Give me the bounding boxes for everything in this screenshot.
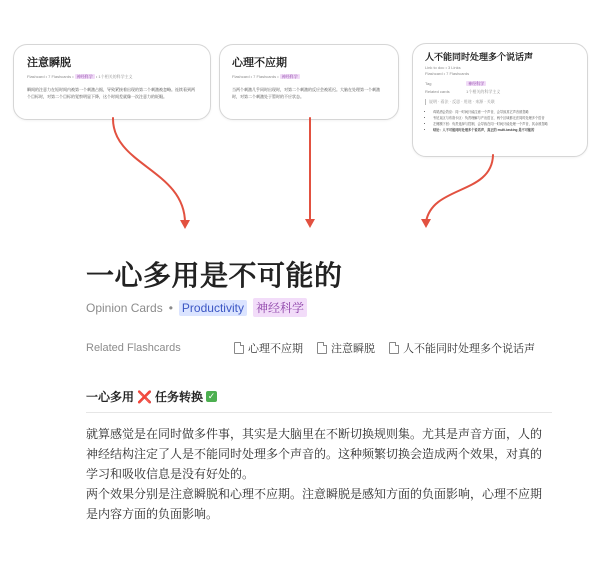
related-link-multiple-voices[interactable]: 人不能同时处理多个说话声	[389, 340, 535, 356]
card-meta: Flashcard • 7 Flashcards • 神经科学 • 1个相关的科学主义	[27, 74, 133, 79]
separator-dot: •	[168, 300, 173, 315]
divider	[86, 412, 552, 413]
card-body: 当两个刺激几乎同时出现时，对第二个刺激的反应会被延迟。大脑在处理第一个刺激时，对第二个刺激处于暂时的不应状态。	[232, 87, 380, 99]
section-heading: 一心多用 ❌ 任务转换 ✓	[86, 389, 216, 404]
related-flashcards-label: Related Flashcards	[86, 342, 181, 354]
card-title: 人不能同时处理多个说话声	[425, 52, 534, 62]
related-link-refractory-period[interactable]: 心理不应期	[234, 340, 303, 356]
card-tag: 神经科学	[76, 74, 93, 79]
card-meta-links: Link to doc • 3 Links	[425, 65, 461, 70]
paragraph-2: 两个效果分别是注意瞬脱和心理不应期。注意瞬脱是感知方面的负面影响，心理不应期是内容方面的负面影响。	[86, 487, 543, 521]
card-body: 瞬间的注意力在短时间内被第一个刺激占据，导致紧接着出现的第二个刺激被忽略。连续看到两个目标时，对第二个目标的觉察明显下降，这个时间差就像一次注意力的眨眼。	[27, 87, 195, 99]
arrow-from-card3	[426, 155, 493, 222]
card-property-tag: Tag 神经科学	[425, 81, 485, 86]
page-icon	[389, 342, 399, 354]
card-tag: 神经科学	[281, 74, 298, 79]
bullet-item: • 左侧额下回：负责选择与控制，会导致在同一时间只能处理一个声音，其余被忽略	[433, 121, 575, 127]
bullet-item: • 结论：人不可能同时处理多个说话声，真正的 multi-tasking 是不可能的	[433, 127, 575, 133]
tag-neuroscience[interactable]: 神经科学	[253, 298, 307, 317]
arrowhead-1	[180, 220, 190, 229]
page-properties	[86, 298, 307, 317]
card-tabs: 说明 · 看法 · 反思 · 用途 · 来源 · 关联	[425, 99, 575, 105]
page-icon	[234, 342, 244, 354]
card-meta: Flashcard • 7 Flashcards • 神经科学	[232, 74, 298, 79]
page-icon	[317, 342, 327, 354]
related-link-attention-blink[interactable]: 注意瞬脱	[317, 340, 375, 356]
card-title: 注意瞬脱	[27, 57, 71, 69]
tag-productivity[interactable]: Productivity	[179, 300, 247, 316]
cross-mark-icon: ❌	[137, 389, 152, 404]
card-property-related: Related cards 1个相关的科学主义	[425, 89, 501, 94]
related-flashcards-property	[86, 340, 556, 356]
bullet-item: • 韦尼克区与布洛卡区：负责理解与产出语言，两个区域都无法同时处理多个语音	[433, 115, 575, 121]
paragraph-1: 就算感觉是在同时做多件事，其实是大脑里在不断切换规则集。尤其是声音方面，人的神经结构注定了人是不能同时处理多个声音的。这种频繁切换会造成两个效果，对真的学习和吸收信息是没有好处的。	[86, 427, 543, 481]
arrowhead-2	[305, 219, 315, 228]
category-label[interactable]: Opinion Cards	[86, 300, 163, 315]
bullet-item: • 鸡尾酒会效应：同一时间只能注意一个声音，会导致其它声音被忽略	[433, 109, 575, 115]
arrow-from-card1	[113, 118, 185, 223]
page-title: 一心多用是不可能的	[86, 260, 343, 291]
card-meta-flashcards: Flashcard • 7 Flashcards	[425, 71, 470, 76]
arrowhead-3	[421, 219, 431, 228]
card-title: 心理不应期	[232, 57, 287, 69]
check-mark-icon: ✓	[207, 391, 216, 401]
